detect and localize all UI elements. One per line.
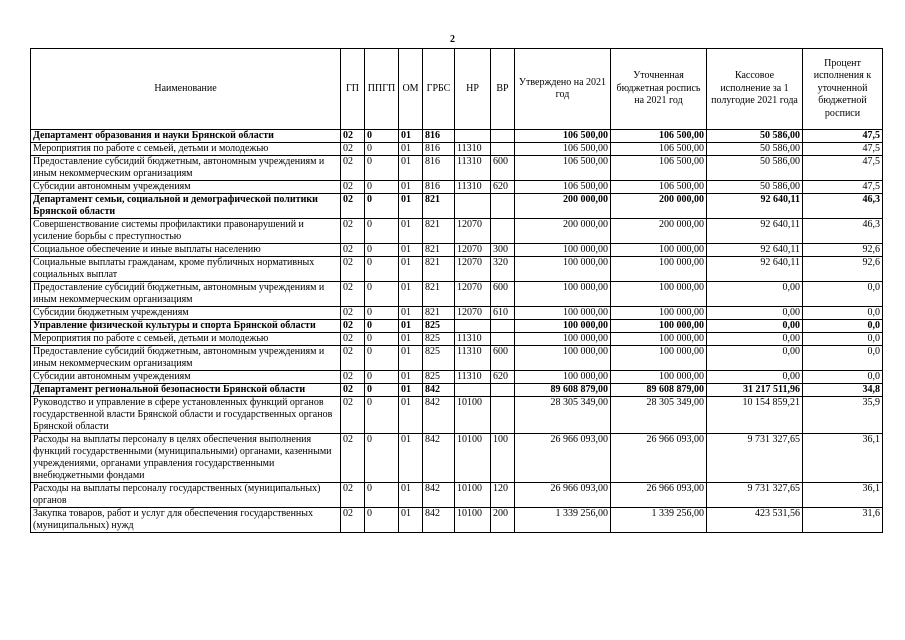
row-name: Департамент образования и науки Брянской области (31, 130, 341, 143)
row-om: 01 (399, 181, 423, 194)
row-name: Департамент семьи, социальной и демографической политики Брянской области (31, 194, 341, 219)
row-cash: 92 640,11 (707, 244, 803, 257)
row-refined: 1 339 256,00 (611, 508, 707, 533)
row-vr (491, 130, 515, 143)
row-refined: 100 000,00 (611, 371, 707, 384)
row-refined: 28 305 349,00 (611, 397, 707, 434)
row-ppgp: 0 (365, 333, 399, 346)
row-approved: 100 000,00 (515, 257, 611, 282)
row-name: Предоставление субсидий бюджетным, автономным учреждениям и иным некоммерческим организациям (31, 346, 341, 371)
row-gp: 02 (341, 333, 365, 346)
row-nr: 12070 (455, 307, 491, 320)
row-refined: 106 500,00 (611, 181, 707, 194)
row-approved: 200 000,00 (515, 194, 611, 219)
table-row (31, 282, 883, 307)
row-gp: 02 (341, 483, 365, 508)
row-cash: 0,00 (707, 346, 803, 371)
row-approved: 100 000,00 (515, 333, 611, 346)
row-om: 01 (399, 257, 423, 282)
row-refined: 100 000,00 (611, 257, 707, 282)
row-refined: 200 000,00 (611, 219, 707, 244)
row-vr: 120 (491, 483, 515, 508)
row-nr: 12070 (455, 257, 491, 282)
row-name: Совершенствование системы профилактики правонарушений и усиление борьбы с преступностью (31, 219, 341, 244)
row-ppgp: 0 (365, 244, 399, 257)
row-nr: 11310 (455, 181, 491, 194)
row-nr (455, 194, 491, 219)
row-nr: 10100 (455, 397, 491, 434)
row-grbs: 825 (423, 346, 455, 371)
row-grbs: 816 (423, 181, 455, 194)
row-gp: 02 (341, 156, 365, 181)
row-name: Предоставление субсидий бюджетным, автономным учреждениям и иным некоммерческим организациям (31, 156, 341, 181)
row-approved: 106 500,00 (515, 156, 611, 181)
row-refined: 200 000,00 (611, 194, 707, 219)
row-percent: 0,0 (803, 346, 883, 371)
row-ppgp: 0 (365, 346, 399, 371)
row-gp: 02 (341, 320, 365, 333)
row-gp: 02 (341, 397, 365, 434)
column-header-refined-budget: Уточненная бюджетная роспись на 2021 год (611, 49, 707, 130)
row-name: Предоставление субсидий бюджетным, автономным учреждениям и иным некоммерческим организациям (31, 282, 341, 307)
row-name: Департамент региональной безопасности Брянской области (31, 384, 341, 397)
table-row (31, 333, 883, 346)
row-approved: 26 966 093,00 (515, 434, 611, 483)
row-name: Мероприятия по работе с семьей, детьми и молодежью (31, 333, 341, 346)
row-gp: 02 (341, 143, 365, 156)
row-om: 01 (399, 508, 423, 533)
row-name: Субсидии автономным учреждениям (31, 371, 341, 384)
column-header-grbs: ГРБС (423, 49, 455, 130)
row-grbs: 825 (423, 320, 455, 333)
row-cash: 50 586,00 (707, 143, 803, 156)
row-nr: 11310 (455, 371, 491, 384)
row-om: 01 (399, 397, 423, 434)
row-gp: 02 (341, 434, 365, 483)
row-name: Социальное обеспечение и иные выплаты населению (31, 244, 341, 257)
row-name: Субсидии бюджетным учреждениям (31, 307, 341, 320)
row-grbs: 816 (423, 130, 455, 143)
row-name: Мероприятия по работе с семьей, детьми и молодежью (31, 143, 341, 156)
row-refined: 100 000,00 (611, 244, 707, 257)
row-grbs: 842 (423, 384, 455, 397)
row-name: Расходы на выплаты персоналу в целях обеспечения выполнения функций государственными (муниципальными) органами, казенными учреждениями, органами управления государственными внебюджетными фондами (31, 434, 341, 483)
row-gp: 02 (341, 181, 365, 194)
row-cash: 0,00 (707, 307, 803, 320)
row-ppgp: 0 (365, 130, 399, 143)
row-approved: 89 608 879,00 (515, 384, 611, 397)
row-om: 01 (399, 130, 423, 143)
row-cash: 0,00 (707, 320, 803, 333)
row-om: 01 (399, 434, 423, 483)
table-row (31, 483, 883, 508)
row-ppgp: 0 (365, 219, 399, 244)
row-ppgp: 0 (365, 307, 399, 320)
row-nr: 12070 (455, 244, 491, 257)
row-name: Руководство и управление в сфере установленных функций органов государственной власти Брянской области и государственных органов Брянской области (31, 397, 341, 434)
row-ppgp: 0 (365, 508, 399, 533)
row-approved: 106 500,00 (515, 181, 611, 194)
row-gp: 02 (341, 384, 365, 397)
row-cash: 0,00 (707, 282, 803, 307)
row-percent: 0,0 (803, 320, 883, 333)
row-gp: 02 (341, 257, 365, 282)
row-vr (491, 194, 515, 219)
table-header-row (31, 49, 883, 130)
row-om: 01 (399, 346, 423, 371)
row-percent: 31,6 (803, 508, 883, 533)
row-nr: 11310 (455, 143, 491, 156)
row-approved: 28 305 349,00 (515, 397, 611, 434)
row-approved: 106 500,00 (515, 143, 611, 156)
row-approved: 100 000,00 (515, 244, 611, 257)
row-cash: 0,00 (707, 371, 803, 384)
row-nr (455, 130, 491, 143)
row-vr (491, 219, 515, 244)
row-approved: 106 500,00 (515, 130, 611, 143)
column-header-approved-2021: Утверждено на 2021 год (515, 49, 611, 130)
row-percent: 92,6 (803, 244, 883, 257)
row-grbs: 842 (423, 508, 455, 533)
row-ppgp: 0 (365, 434, 399, 483)
row-om: 01 (399, 307, 423, 320)
row-nr: 11310 (455, 156, 491, 181)
row-vr (491, 333, 515, 346)
column-header-om: ОМ (399, 49, 423, 130)
row-gp: 02 (341, 194, 365, 219)
row-vr: 620 (491, 371, 515, 384)
row-nr (455, 384, 491, 397)
row-percent: 0,0 (803, 307, 883, 320)
row-vr: 610 (491, 307, 515, 320)
row-approved: 100 000,00 (515, 307, 611, 320)
row-approved: 100 000,00 (515, 320, 611, 333)
row-grbs: 842 (423, 397, 455, 434)
row-percent: 0,0 (803, 333, 883, 346)
row-cash: 0,00 (707, 333, 803, 346)
row-om: 01 (399, 282, 423, 307)
row-percent: 34,8 (803, 384, 883, 397)
row-refined: 106 500,00 (611, 130, 707, 143)
row-nr: 12070 (455, 282, 491, 307)
row-ppgp: 0 (365, 320, 399, 333)
row-vr: 200 (491, 508, 515, 533)
row-approved: 1 339 256,00 (515, 508, 611, 533)
row-cash: 423 531,56 (707, 508, 803, 533)
row-approved: 26 966 093,00 (515, 483, 611, 508)
row-vr (491, 143, 515, 156)
table-row (31, 346, 883, 371)
row-nr: 11310 (455, 346, 491, 371)
table-row (31, 320, 883, 333)
row-refined: 100 000,00 (611, 282, 707, 307)
row-ppgp: 0 (365, 483, 399, 508)
row-grbs: 821 (423, 244, 455, 257)
row-percent: 36,1 (803, 483, 883, 508)
row-refined: 26 966 093,00 (611, 483, 707, 508)
table-row (31, 130, 883, 143)
table-row (31, 219, 883, 244)
table-row (31, 508, 883, 533)
column-header-vr: ВР (491, 49, 515, 130)
row-refined: 100 000,00 (611, 307, 707, 320)
row-vr (491, 320, 515, 333)
page-number: 2 (450, 34, 455, 45)
row-grbs: 842 (423, 434, 455, 483)
row-nr: 12070 (455, 219, 491, 244)
row-grbs: 821 (423, 257, 455, 282)
row-vr: 600 (491, 282, 515, 307)
row-percent: 46,3 (803, 219, 883, 244)
row-cash: 92 640,11 (707, 257, 803, 282)
row-percent: 36,1 (803, 434, 883, 483)
row-grbs: 816 (423, 156, 455, 181)
row-om: 01 (399, 143, 423, 156)
row-gp: 02 (341, 307, 365, 320)
row-percent: 47,5 (803, 143, 883, 156)
row-grbs: 816 (423, 143, 455, 156)
row-ppgp: 0 (365, 143, 399, 156)
row-refined: 26 966 093,00 (611, 434, 707, 483)
row-cash: 9 731 327,65 (707, 483, 803, 508)
row-percent: 92,6 (803, 257, 883, 282)
table-row (31, 397, 883, 434)
column-header-name: Наименование (31, 49, 341, 130)
row-om: 01 (399, 483, 423, 508)
row-nr: 10100 (455, 483, 491, 508)
column-header-gp: ГП (341, 49, 365, 130)
budget-execution-table (30, 48, 883, 533)
column-header-ppgp: ППГП (365, 49, 399, 130)
row-ppgp: 0 (365, 194, 399, 219)
row-approved: 100 000,00 (515, 371, 611, 384)
table-row (31, 156, 883, 181)
row-grbs: 821 (423, 219, 455, 244)
row-name: Социальные выплаты гражданам, кроме публичных нормативных социальных выплат (31, 257, 341, 282)
row-vr: 600 (491, 346, 515, 371)
row-percent: 0,0 (803, 371, 883, 384)
table-row (31, 143, 883, 156)
row-om: 01 (399, 333, 423, 346)
row-ppgp: 0 (365, 156, 399, 181)
column-header-execution-percent: Процент исполнения к уточненной бюджетной росписи (803, 49, 883, 130)
row-om: 01 (399, 156, 423, 181)
row-nr: 10100 (455, 434, 491, 483)
row-gp: 02 (341, 371, 365, 384)
row-refined: 100 000,00 (611, 346, 707, 371)
row-cash: 50 586,00 (707, 156, 803, 181)
row-om: 01 (399, 219, 423, 244)
row-nr: 10100 (455, 508, 491, 533)
table-row (31, 181, 883, 194)
row-vr: 620 (491, 181, 515, 194)
row-cash: 31 217 511,96 (707, 384, 803, 397)
table-row (31, 434, 883, 483)
column-header-cash-execution: Кассовое исполнение за 1 полугодие 2021 года (707, 49, 803, 130)
row-gp: 02 (341, 244, 365, 257)
row-approved: 100 000,00 (515, 282, 611, 307)
row-ppgp: 0 (365, 397, 399, 434)
row-vr (491, 384, 515, 397)
row-percent: 47,5 (803, 181, 883, 194)
row-vr: 320 (491, 257, 515, 282)
row-percent: 0,0 (803, 282, 883, 307)
row-gp: 02 (341, 346, 365, 371)
table-row (31, 307, 883, 320)
row-approved: 100 000,00 (515, 346, 611, 371)
table-row (31, 194, 883, 219)
row-percent: 47,5 (803, 130, 883, 143)
row-refined: 100 000,00 (611, 320, 707, 333)
row-grbs: 821 (423, 307, 455, 320)
row-cash: 10 154 859,21 (707, 397, 803, 434)
row-nr: 11310 (455, 333, 491, 346)
row-refined: 100 000,00 (611, 333, 707, 346)
row-cash: 50 586,00 (707, 181, 803, 194)
row-approved: 200 000,00 (515, 219, 611, 244)
row-grbs: 821 (423, 194, 455, 219)
row-ppgp: 0 (365, 257, 399, 282)
row-grbs: 842 (423, 483, 455, 508)
row-name: Субсидии автономным учреждениям (31, 181, 341, 194)
row-percent: 46,3 (803, 194, 883, 219)
row-grbs: 825 (423, 333, 455, 346)
table-row (31, 244, 883, 257)
row-vr: 300 (491, 244, 515, 257)
row-refined: 89 608 879,00 (611, 384, 707, 397)
table-row (31, 384, 883, 397)
row-ppgp: 0 (365, 384, 399, 397)
row-om: 01 (399, 194, 423, 219)
row-vr (491, 397, 515, 434)
row-name: Управление физической культуры и спорта Брянской области (31, 320, 341, 333)
row-gp: 02 (341, 219, 365, 244)
row-nr (455, 320, 491, 333)
row-name: Закупка товаров, работ и услуг для обеспечения государственных (муниципальных) нужд (31, 508, 341, 533)
row-percent: 35,9 (803, 397, 883, 434)
row-vr: 600 (491, 156, 515, 181)
row-om: 01 (399, 384, 423, 397)
row-ppgp: 0 (365, 181, 399, 194)
row-gp: 02 (341, 130, 365, 143)
row-cash: 92 640,11 (707, 194, 803, 219)
row-grbs: 825 (423, 371, 455, 384)
row-gp: 02 (341, 282, 365, 307)
table-row (31, 257, 883, 282)
row-vr: 100 (491, 434, 515, 483)
row-om: 01 (399, 371, 423, 384)
row-gp: 02 (341, 508, 365, 533)
row-cash: 9 731 327,65 (707, 434, 803, 483)
row-refined: 106 500,00 (611, 143, 707, 156)
row-ppgp: 0 (365, 282, 399, 307)
row-refined: 106 500,00 (611, 156, 707, 181)
row-om: 01 (399, 320, 423, 333)
row-percent: 47,5 (803, 156, 883, 181)
column-header-nr: НР (455, 49, 491, 130)
row-ppgp: 0 (365, 371, 399, 384)
row-om: 01 (399, 244, 423, 257)
row-cash: 92 640,11 (707, 219, 803, 244)
row-name: Расходы на выплаты персоналу государственных (муниципальных) органов (31, 483, 341, 508)
row-grbs: 821 (423, 282, 455, 307)
row-cash: 50 586,00 (707, 130, 803, 143)
table-row (31, 371, 883, 384)
